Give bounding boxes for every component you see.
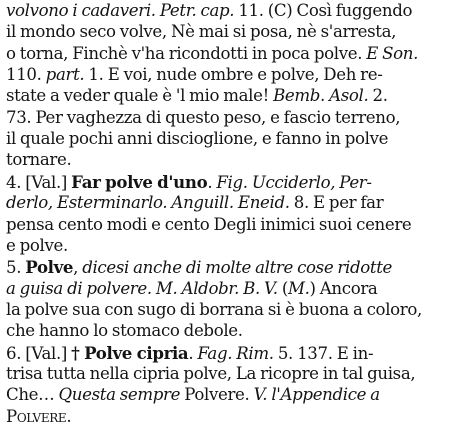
text-run: , <box>73 258 83 278</box>
text-run: il quale pochi anni discioglione, e fanno in polve <box>6 129 389 149</box>
text-run: 2. <box>368 86 388 106</box>
text-line <box>6 0 412 22</box>
text-run: la polve sua con sugo di borrana si è buona a coloro, <box>6 299 422 319</box>
text-line <box>6 21 396 43</box>
text-run: 5. <box>6 258 26 278</box>
text-run: 4. [Val.] <box>6 172 72 192</box>
text-run: 8. E per far <box>289 193 384 213</box>
text-run: 6. [Val.] <box>6 343 72 363</box>
text-run: che hanno lo stomaco debole. <box>6 321 243 341</box>
text-run: part. <box>45 65 85 85</box>
text-run: Fag. Rim. <box>197 343 274 363</box>
text-line <box>6 171 372 193</box>
text-run: Polvere <box>6 406 67 426</box>
text-line <box>6 107 400 129</box>
text-run: state a veder quale è 'l mio male! <box>6 86 274 106</box>
text-run: 1. E voi, nude ombre e polve, Deh re- <box>84 65 383 85</box>
text-run: a guisa di polvere. M. Aldobr. B. V. <box>6 278 278 298</box>
text-run: . <box>188 343 198 363</box>
text-run: il mondo seco volve, Nè mai si posa, nè s'arresta, <box>6 22 397 42</box>
text-run: V. l'Appendice a <box>253 385 380 405</box>
text-line <box>6 85 388 107</box>
text-run: ) Ancora <box>309 278 378 298</box>
text-line <box>6 64 382 86</box>
text-run: Polvere. <box>180 385 254 405</box>
text-run: Questa sempre <box>58 385 181 405</box>
text-run: 73. Per vaghezza di questo peso, e fascio terreno, <box>6 107 401 127</box>
text-line <box>6 363 415 385</box>
text-run: dicesi anche di molte altre cose ridotte <box>82 258 392 278</box>
headword: Far polve d'uno <box>71 171 208 192</box>
text-line <box>6 299 422 321</box>
text-line <box>6 278 377 300</box>
text-run: trisa tutta nella cipria polve, La ricopre in tal guisa, <box>6 363 416 383</box>
text-line <box>6 128 388 150</box>
text-run: volvono i cadaveri. Petr. cap. <box>6 1 235 20</box>
headword: † Polve cipria <box>71 342 189 363</box>
text-run: Che… <box>6 385 59 405</box>
text-line <box>6 342 373 364</box>
text-run: e polve. <box>6 235 68 255</box>
text-run: 110. <box>6 65 46 85</box>
text-run: M. <box>287 278 310 298</box>
text-line <box>6 256 392 278</box>
text-run: . <box>207 172 217 192</box>
text-run: derlo, Esterminarlo. Anguill. Eneid. <box>6 193 290 213</box>
text-line <box>6 406 71 428</box>
text-run: Bemb. Asol. <box>273 86 369 106</box>
text-line <box>6 214 411 236</box>
text-line <box>6 320 243 342</box>
text-run: Fig. Ucciderlo, Per- <box>216 172 372 192</box>
text-run: pensa cento modi e cento Degli inimici suoi cenere <box>6 214 412 234</box>
text-run: o torna, Finchè v'ha ricondotti in poca polve. <box>6 43 367 63</box>
text-line <box>6 384 380 406</box>
text-run: 5. 137. E in- <box>273 343 374 363</box>
text-line <box>6 192 383 214</box>
text-run: . <box>66 406 72 426</box>
text-line <box>6 43 418 65</box>
text-line <box>6 149 71 171</box>
text-run: E Son. <box>366 43 419 63</box>
text-run: tornare. <box>6 150 72 170</box>
headword: Polve <box>25 257 74 278</box>
text-line <box>6 235 68 257</box>
text-run: 11. (C) Così fuggendo <box>234 1 413 20</box>
text-run: ( <box>277 278 288 298</box>
